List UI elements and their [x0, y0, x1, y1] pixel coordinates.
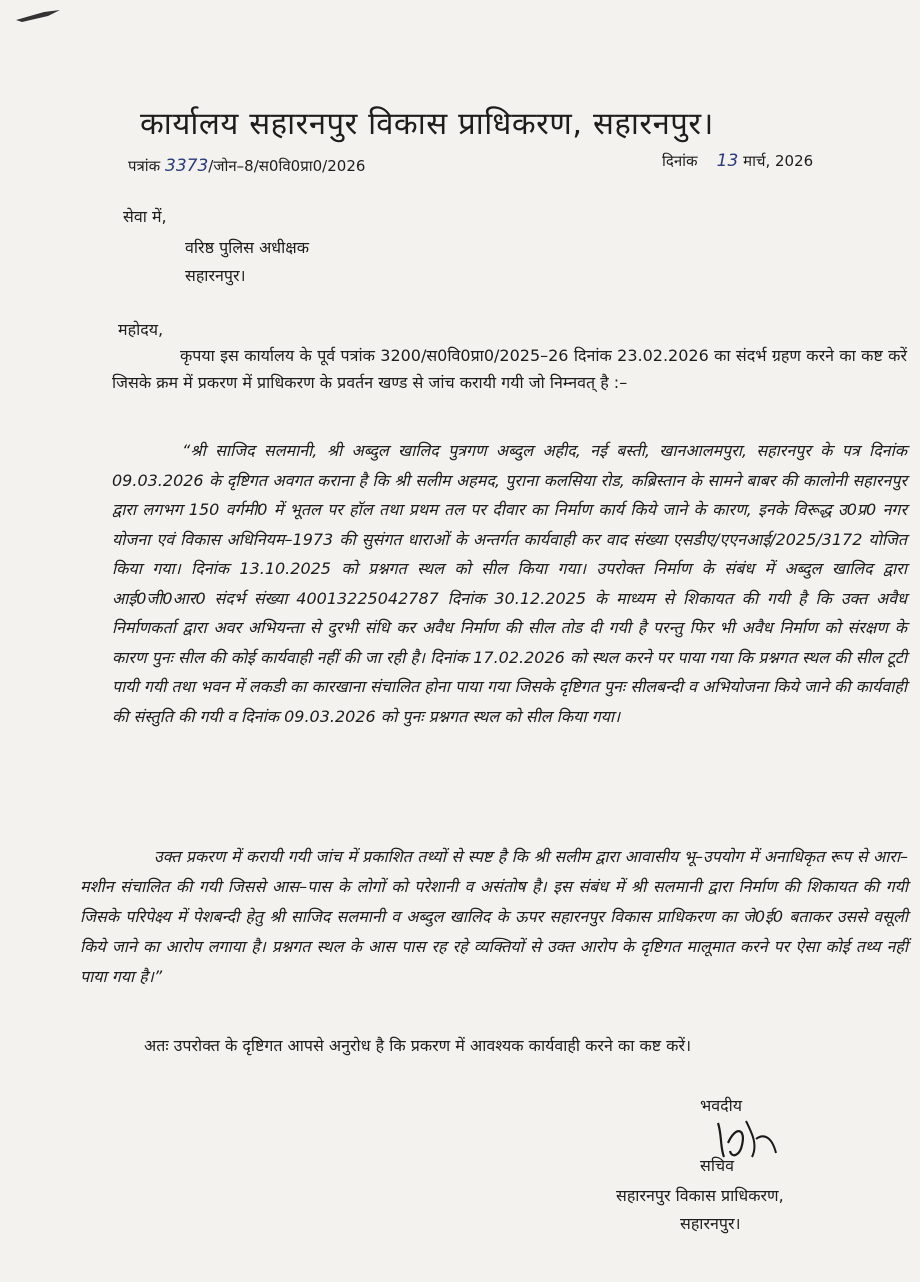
- date-label: दिनांक: [662, 152, 698, 170]
- recipient-city: सहारनपुर।: [185, 266, 246, 285]
- recipient-designation: वरिष्ठ पुलिस अधीक्षक: [185, 238, 310, 257]
- date-day: 13: [716, 151, 739, 171]
- date-month-year: मार्च, 2026: [743, 152, 814, 170]
- reference-suffix: /जोन–8/स0वि0प्रा0/2026: [208, 157, 366, 175]
- signatory-city: सहारनपुर।: [680, 1214, 741, 1233]
- salutation: महोदय,: [118, 320, 164, 339]
- body-paragraph-findings: उक्त प्रकरण में करायी गयी जांच में प्रकाशित तथ्यों से स्पष्ट है कि श्री सलीम द्वारा आवासीय भू–उपयोग में अनाधिकृत रूप से आरा–मशीन संचालित की गयी जिससे आस–पास के लोगों को परेशानी व असंतोष है। इस संबंध में श्री सलमानी द्वारा निर्माण की शिकायत की गयी जिसके परिपेक्ष्य में पेशबन्दी हेतु श्री साजिद सलमानी व अब्दुल खालिद के ऊपर सहारनपुर विकास प्राधिकरण का जे0ई0 बताकर उससे वसूली किये जाने का आरोप लगाया है। प्रश्नगत स्थल के आस पास रह रहे व्यक्तियों से उक्त आरोप के दृष्टिगत मालूमात करने पर ऐसा कोई तथ्य नहीं पाया गया है।”: [80, 847, 908, 986]
- recipient-to: सेवा में,: [123, 207, 167, 226]
- reference-prefix: पत्रांक: [128, 157, 161, 175]
- signatory-designation: सचिव: [700, 1156, 735, 1175]
- body-paragraph-request: अतः उपरोक्त के दृष्टिगत आपसे अनुरोध है कि प्रकरण में आवश्यक कार्यवाही करने का कष्ट करें।: [144, 1036, 692, 1055]
- date-line: [662, 151, 813, 171]
- body-quoted-report: “श्री साजिद सलमानी, श्री अब्दुल खालिद पुत्रगण अब्दुल अहीद, नई बस्ती, खानआलमपुरा, सहारनपुर के पत्र दिनांक 09.03.2026 के दृष्टिगत अवगत कराना है कि श्री सलीम अहमद, पुराना कलसिया रोड, कब्रिस्तान के सामने बाबर की कालोनी सहारनपुर द्वारा लगभग 150 वर्गमी0 में भूतल पर हॉल तथा प्रथम तल पर दीवार का निर्माण कार्य किये जाने के कारण, इनके विरूद्ध उ0प्र0 नगर योजना एवं विकास अधिनियम–1973 की सुसंगत धाराओं के अन्तर्गत कार्यवाही कर वाद संख्या एसडीए/एएनआई/2025/3172 योजित किया गया। दिनांक 13.10.2025 को प्रश्नगत स्थल को सील किया गया। उपरोक्त निर्माण के संबंध में अब्दुल खालिद द्वारा आई0जी0आर0 संदर्भ संख्या 40013225042787 दिनांक 30.12.2025 के माध्यम से शिकायत की गयी है कि उक्त अवैध निर्माणकर्ता द्वारा अवर अभियन्ता से दुरभी संधि कर अवैध निर्माण की सील तोड दी गयी है परन्तु फिर भी अवैध निर्माण को संरक्षण के कारण पुनः सील की कोई कार्यवाही नहीं की जा रही है। दिनांक 17.02.2026 को स्थल करने पर पाया गया कि प्रश्नगत स्थल की सील टूटी पायी गयी तथा भवन में लकडी का कारखाना संचालित होना पाया गया जिसके दृष्टिगत पुनः सीलबन्दी व अभियोजना किये जाने की कार्यवाही की संस्तुति की गयी व दिनांक 09.03.2026 को पुनः प्रश्नगत स्थल को सील किया गया।: [112, 441, 907, 726]
- reference-number: 3373: [165, 156, 209, 176]
- closing-phrase: भवदीय: [700, 1096, 743, 1115]
- office-heading: कार्यालय सहारनपुर विकास प्राधिकरण, सहारनपुर।: [140, 106, 714, 142]
- signatory-office: सहारनपुर विकास प्राधिकरण,: [616, 1186, 784, 1205]
- body-paragraph-reference: कृपया इस कार्यालय के पूर्व पत्रांक 3200/स0वि0प्रा0/2025–26 दिनांक 23.02.2026 का संदर्भ ग्रहण करने का कष्ट करें जिसके क्रम में प्रकरण में प्राधिकरण के प्रवर्तन खण्ड से जांच करायी गयी जो निम्नवत् है :–: [112, 346, 907, 392]
- corner-scribble-mark: [14, 6, 62, 24]
- reference-number-line: [128, 156, 365, 176]
